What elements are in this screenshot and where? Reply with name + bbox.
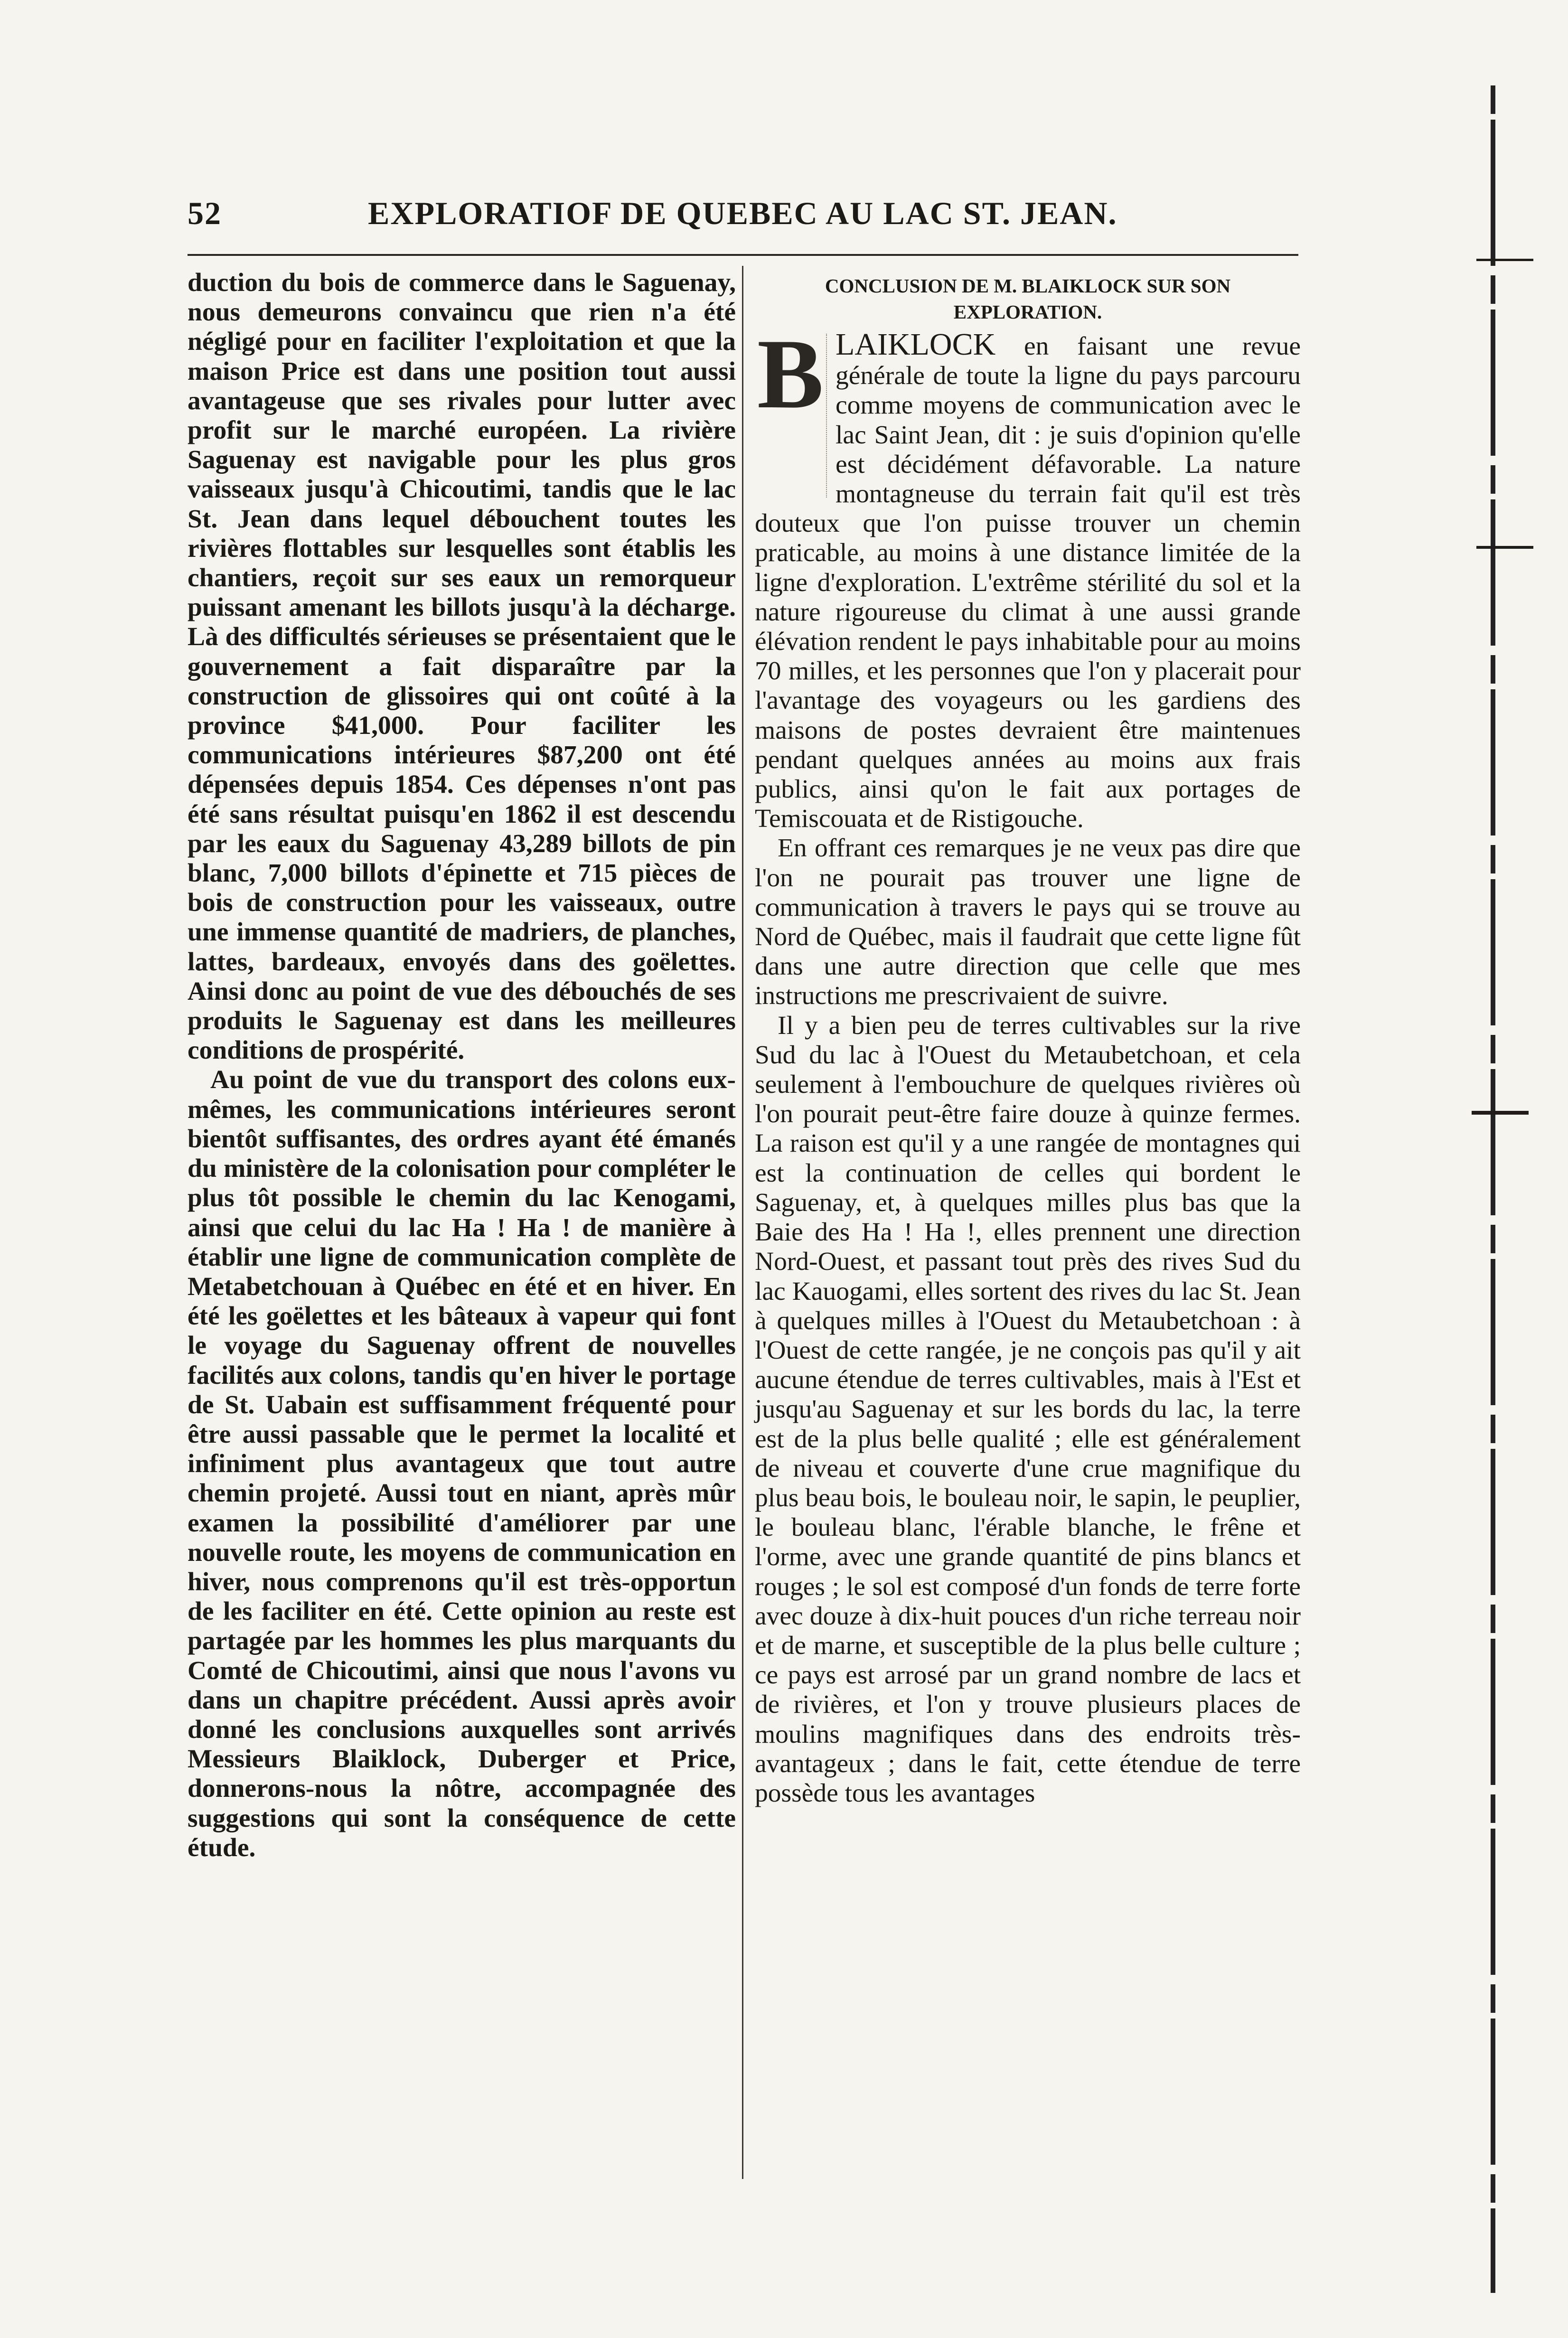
left-column — [188, 268, 736, 1863]
binding-mark — [1476, 259, 1533, 261]
running-header — [188, 195, 1298, 242]
column-divider — [742, 266, 743, 2179]
section-title: CONCLUSION DE M. BLAIKLOCK SUR SON EXPLORATION. — [825, 275, 1231, 323]
right-column — [755, 268, 1301, 1808]
running-title: EXPLORATIOF DE QUEBEC AU LAC ST. JEAN. — [368, 195, 1117, 231]
binding-edge-marks — [1491, 85, 1495, 2293]
left-paragraph: Au point de vue du transport des colons eux-mêmes, les communications intérieures seront bientôt suffisantes, des ordres ayant été émanés du ministère de la colonisation pour compléter le plus tôt possible le chemin du lac Kenogami, ainsi que celui du lac Ha ! Ha ! de manière à établir une ligne de communication complète de Metabetchouan à Québec en été et en hiver. En été les goëlettes et les bâteaux à vapeur qui font le voyage du Saguenay offrent de nouvelles facilités aux colons, tandis qu'en hiver le portage de St. Uabain est suffisamment fréquenté pour être aussi passable que le permet la localité et infiniment plus avantageux que tout autre chemin projeté. Aussi tout en niant, après mûr examen la possibilité d'améliorer par une nouvelle route, les moyens de communication en hiver, nous comprenons qu'il est très-opportun de les faciliter en été. Cette opinion au reste est partagée par les hommes les plus marquants du Comté de Chicoutimi, ainsi que nous l'avons vu dans un chapitre précédent. Aussi après avoir donné les conclusions auxquelles sont arrivés Messieurs Blaiklock, Duberger et Price, donnerons-nous la nôtre, accompagnée des suggestions qui sont la conséquence de cette étude. — [188, 1065, 736, 1862]
binding-mark — [1476, 546, 1533, 549]
first-words: LAIKLOCK — [836, 327, 996, 362]
right-paragraph: Il y a bien peu de terres cultivables sur la rive Sud du lac à l'Ouest du Metaubetchoan, et cela seulement à l'embouchure de quelques rivières où l'on pourait peut-être faire douze à quinze fermes. La raison est qu'il y a une rangée de montagnes qui est la continuation de celles qui bordent le Saguenay, et, à quelques milles plus bas que la Baie des Ha ! Ha !, elles prennent une direction Nord-Ouest, et passant tout près des rives Sud du lac Kauogami, elles sortent des rives du lac St. Jean à quelques milles à l'Ouest du Metaubetchoan : à l'Ouest de cette rangée, je ne conçois pas qu'il y ait aucune étendue de terres cultivables, mais à l'Est et jusqu'au Saguenay et sur les bords du lac, la terre est de la plus belle qualité ; elle est généralement de niveau et couverte d'une crue magnifique du plus beau bois, le bouleau noir, le sapin, le peuplier, le bouleau blanc, l'érable blanche, le frêne et l'orme, avec une grande quantité de pins blancs et rouges ; le sol est composé d'un fonds de terre forte avec douze à dix-huit pouces d'un riche terreau noir et de marne, et susceptible de la plus belle culture ; ce pays est arrosé par un grand nombre de lacs et de rivières, et l'on y trouve plusieurs places de moulins magnifiques dans des endroits très-avantageux ; dans le fait, cette étendue de terre possède tous les avantages — [755, 1011, 1301, 1808]
left-paragraph: duction du bois de commerce dans le Saguenay, nous demeurons convaincu que rien n'a été négligé pour en faciliter l'exploitation et que la maison Price est dans une position tout aussi avantageuse que ses rivales pour lutter avec profit sur le marché européen. La rivière Saguenay est navigable pour les plus gros vaisseaux jusqu'à Chicoutimi, tandis que le lac St. Jean dans lequel débouchent toutes les rivières flottables sur lesquelles sont établis les chantiers, reçoit sur ses eaux un remorqueur puissant amenant les billots jusqu'à la décharge. Là des difficultés sérieuses se présentaient que le gouvernement a fait disparaître par la construction de glissoires qui ont coûté à la province $41,000. Pour faciliter les communications intérieures $87,200 ont été dépensées depuis 1854. Ces dépenses n'ont pas été sans résultat puisqu'en 1862 il est descendu par les eaux du Saguenay 43,289 billots de pin blanc, 7,000 billots d'épinette et 715 pièces de bois de construction pour les vaisseaux, outre une immense quantité de madriers, de planches, lattes, bardeaux, envoyés dans des goëlettes. Ainsi donc au point de vue des débouchés de ses produits le Saguenay est dans les meilleures conditions de prospérité. — [188, 268, 736, 1065]
page-number: 52 — [188, 195, 222, 231]
right-paragraph-first — [755, 319, 1301, 834]
drop-cap: B — [755, 334, 827, 498]
right-paragraph-text: en faisant une revue générale de toute la ligne du pays parcouru comme moyens de communication avec le lac Saint Jean, dit : je suis d'opinion qu'elle est décidément défavorable. La nature montagneuse du terrain fait qu'il est très douteux que l'on puisse trouver un chemin praticable, au moins à une distance limitée de la ligne d'exploration. L'extrême stérilité du sol et la nature rigoureuse du climat à une aussi grande élévation rendent le pays inhabitable pour au moins 70 milles, et les personnes que l'on y placerait pour l'avantage des voyageurs ou les gardiens des maisons de postes devraient être maintenues pendant quelques années au moins aux frais publics, ainsi qu'on le fait aux portages de Temiscouata et de Ristigouche. — [755, 332, 1301, 834]
binding-mark — [1472, 1111, 1529, 1115]
header-rule — [188, 254, 1298, 256]
right-paragraph: En offrant ces remarques je ne veux pas dire que l'on ne pourait pas trouver une ligne de communication à travers le pays qui se trouve au Nord de Québec, mais il faudrait que cette ligne fût dans une autre direction que celle que mes instructions me prescrivaient de suivre. — [755, 834, 1301, 1011]
